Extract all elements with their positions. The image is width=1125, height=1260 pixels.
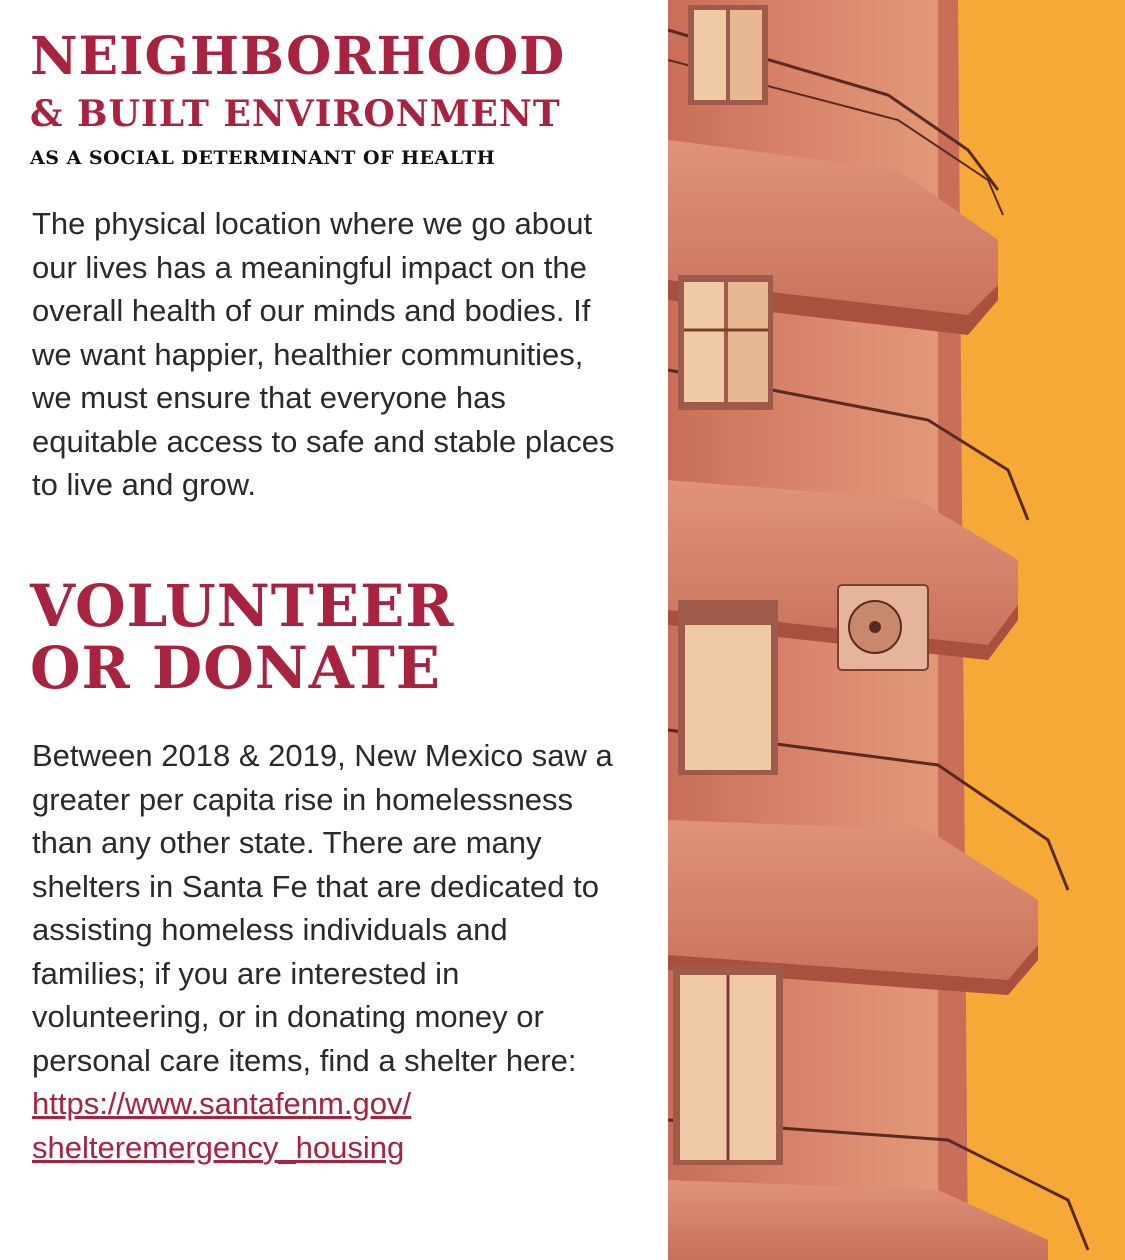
window-2	[678, 275, 773, 410]
building-photo	[668, 0, 1125, 1260]
subtitle: AS A SOCIAL DETERMINANT OF HEALTH	[30, 147, 496, 169]
intro-paragraph: The physical location where we go about our lives has a meaningful impact on the overall health of our minds and bodies. If we want happier, healthier communities, we must ensure that everyone has equitable access to safe and stable places to live and grow.	[32, 206, 615, 502]
cta-text: Between 2018 & 2019, New Mexico saw a greater per capita rise in homelessness than any other state. There are many shelters in Santa Fe that are dedicated to assisting homeless individuals and families; if you are interested in volunteering, or in donating money or personal care items, find a shelter here:	[32, 738, 613, 1078]
window-3	[678, 600, 778, 775]
air-conditioner-icon	[838, 585, 928, 670]
cta-heading-line-1: VOLUNTEER	[30, 572, 455, 640]
cta-paragraph	[32, 734, 622, 1169]
cta-heading	[30, 572, 650, 702]
shelter-link-line-2: shelteremergency_housing	[32, 1129, 405, 1165]
building-illustration	[668, 0, 1125, 1260]
title-line-2: & BUILT ENVIRONMENT	[30, 93, 561, 135]
window-4	[673, 965, 783, 1165]
title-line-1: NEIGHBORHOOD	[30, 26, 566, 87]
cta-heading-line-2: OR DONATE	[30, 634, 441, 702]
shelter-link-line-1: https://www.santafenm.gov/	[32, 1086, 412, 1121]
window-1	[688, 5, 768, 105]
shelter-link[interactable]	[32, 1082, 622, 1169]
